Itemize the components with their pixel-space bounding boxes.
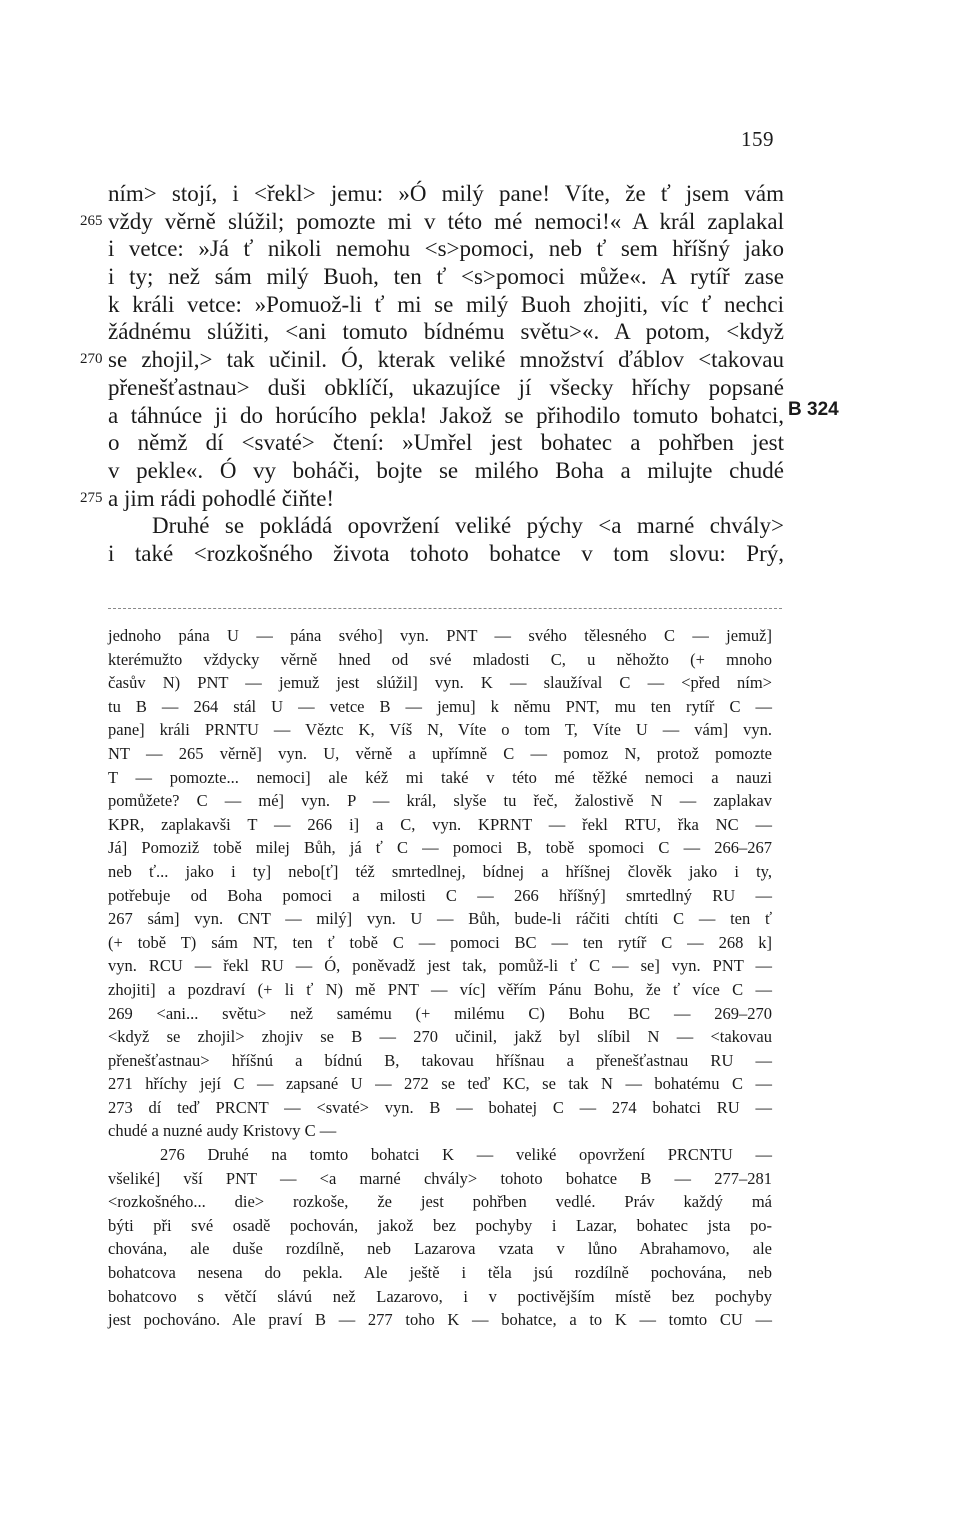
apparatus-line: <rozkošného... die> rozkoše, že jest pohřben vedlé. Práv každý má: [108, 1192, 772, 1212]
apparatus-line: zhojiti] a pozdraví (+ li ť N) mě PNT — víc] věřím Pánu Bohu, že ť více C —: [108, 979, 772, 999]
apparatus-line: 271 hříchy její C — zapsané U — 272 se teď KC, se tak N — bohatému C —: [108, 1074, 772, 1094]
text-line: Druhé se pokládá opovržení veliké pýchy <a marné chvály>: [152, 513, 784, 539]
text-line: přenešťastnau> duši obklíčí, ukazujíce jí všecky hříchy popsané: [108, 374, 784, 400]
apparatus-line: vyn. RCU — řekl RU — Ó, poněvadž jest tak, pomůž-li ť C — se] vyn. PNT —: [108, 956, 772, 976]
apparatus-line: časův N) PNT — jemuž jest slúžil] vyn. K — slaužíval C — <před ním>: [108, 673, 772, 693]
apparatus-line: neb ť... jako i ty] nebo[ť] též smrtedlnej, bídnej a hříšnej člověk jako i ty,: [108, 861, 772, 881]
apparatus-line: 269 <ani... světu> než samému (+ milému C) Bohu BC — 269–270: [108, 1003, 772, 1023]
margin-reference: B 324: [788, 399, 839, 420]
apparatus-line: tu B — 264 stál U — vetce B — jemu] k němu PNT, mu ten rytíř C —: [108, 696, 772, 716]
apparatus-line: chudé a nuzné audy Kristovy C —: [108, 1121, 337, 1141]
text-line: v pekle«. Ó vy boháči, bojte se milého Boha a milujte chudé: [108, 457, 784, 483]
footnote-divider: [108, 608, 782, 609]
text-line: k králi vetce: »Pomuož-li ť mi se milý Buoh zhojiti, víc ť nechci: [108, 291, 784, 317]
line-number: 265: [80, 212, 103, 229]
critical-apparatus: [108, 624, 772, 1332]
apparatus-line: jednoho pána U — pána svého] vyn. PNT — svého tělesného C — jemuž]: [108, 626, 772, 645]
apparatus-line: KPR, zaplakavši T — 266 i] a C, vyn. KPRNT — řekl RTU, řka NC —: [108, 814, 772, 834]
apparatus-line: pane] králi PRNTU — Věztc K, Víš N, Víte o tom T, Víte U — vám] vyn.: [108, 720, 772, 740]
text-line: o němž dí <svaté> čtení: »Umřel jest bohatec a pohřben jest: [108, 430, 784, 456]
line-number: 275: [80, 489, 103, 506]
text-line: 275 a jim rádi pohodlé čiňte!: [80, 485, 335, 511]
apparatus-line: NT — 265 věrně] vyn. U, věrně a upřímně C — pomoz N, protož pomozte: [108, 743, 772, 763]
apparatus-line: 267 sám] vyn. CNT — milý] vyn. U — Bůh, bude-li ráčiti chtíti C — ten ť: [108, 909, 772, 929]
apparatus-line: (+ tobě T) sám NT, ten ť tobě C — pomoci BC — ten rytíř C — 268 k]: [108, 932, 772, 952]
apparatus-line: býti při své osadě pochován, jakož bez pochyby i Lazar, bohatec jsta po-: [108, 1215, 772, 1235]
apparatus-line: Já] Pomoziž tobě milej Bůh, já ť C — pomoci B, tobě spomoci C — 266–267: [108, 838, 772, 858]
apparatus-line: bohatcovo s větčí slávú než Lazarovo, i v poctivějším místě bez pochyby: [108, 1286, 772, 1306]
text-line: 265 vždy věrně slúžil; pomozte mi v této mé nemoci!« A král zaplakal: [80, 208, 784, 234]
page-number: 159: [741, 127, 774, 151]
apparatus-line: chována, ale duše rozdílně, neb Lazarova vzata v lůno Abrahamovo, ale: [108, 1239, 772, 1259]
main-text: [80, 180, 784, 568]
text-line: žádnému slúžiti, <ani tomuto bídnému světu>«. A potom, <když: [108, 319, 784, 345]
apparatus-line: přenešťastnau> hříšnú a bídnú B, takovau hříšnau a přenešťastnau RU —: [108, 1050, 772, 1070]
line-number: 270: [80, 351, 103, 368]
text-line: i ty; než sám milý Buoh, ten ť <s>pomoci může«. A rytíř zase: [108, 264, 784, 290]
apparatus-line: 273 dí teď PRCNT — <svaté> vyn. B — bohatej C — 274 bohatci RU —: [108, 1097, 772, 1117]
apparatus-line: 276 Druhé na tomto bohatci K — veliké opovržení PRCNTU —: [160, 1145, 772, 1165]
apparatus-line: potřebuje od Boha pomoci a milosti C — 266 hříšný] smrtedlný RU —: [108, 885, 772, 905]
text-line: i také <rozkošného života tohoto bohatce v tom slovu: Prý,: [108, 540, 784, 566]
text-line: i vetce: »Já ť nikoli nemohu <s>pomoci, neb ť sem hříšný jako: [108, 236, 784, 262]
text-line: a táhnúce ji do horúcího pekla! Jakož se přihodilo tomuto bohatci,: [108, 402, 784, 428]
apparatus-line: pomůžete? C — mé] vyn. P — král, slyše tu řeč, žalostivě N — zaplakav: [108, 791, 772, 811]
apparatus-line: T — pomozte... nemoci] ale kéž mi také v této mé těžké nemoci a nauzi: [108, 767, 772, 787]
apparatus-line: bohatcova nesena do pekla. Ale ještě i těla jsú rozdílně pochována, neb: [108, 1263, 772, 1283]
text-line: 270 se zhojil,> tak učinil. Ó, kterak veliké množství ďáblov <takovau: [80, 347, 784, 373]
apparatus-line: kterémužto vždycky věrně hned od své mladosti C, u něhožto (+ mnoho: [108, 649, 772, 669]
text-line: ním> stojí, i <řekl> jemu: »Ó milý pane! Víte, že ť jsem vám: [108, 181, 784, 206]
apparatus-line: jest pochováno. Ale praví B — 277 toho K — bohatce, a to K — tomto CU —: [108, 1310, 772, 1330]
apparatus-line: <když se zhojil> zhojiv se B — 270 učinil, jakž byl slíbil N — <takovau: [108, 1027, 772, 1047]
apparatus-line: všeliké] vší PNT — <a marné chvály> tohoto bohatce B — 277–281: [108, 1168, 772, 1188]
